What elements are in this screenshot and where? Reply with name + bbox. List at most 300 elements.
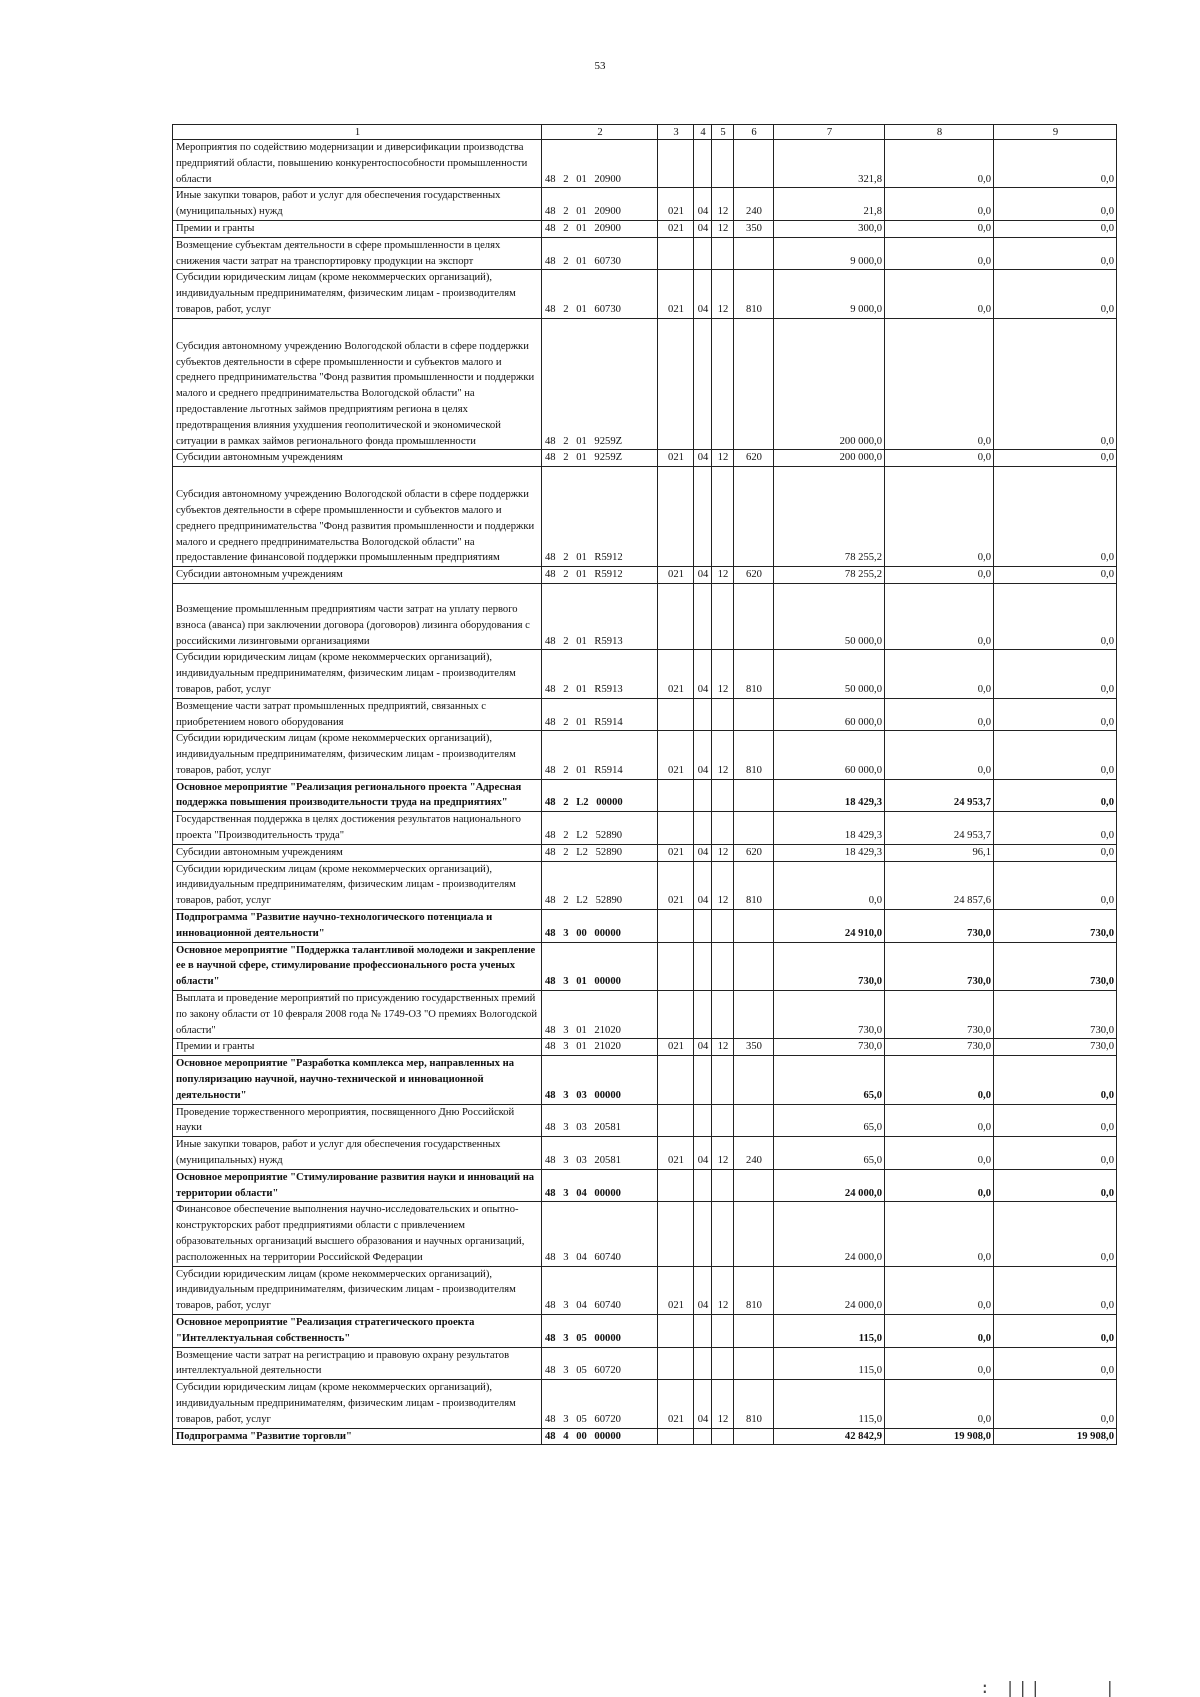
row-code6-cell (734, 910, 774, 943)
row-code5-cell (712, 1347, 734, 1380)
row-code6-cell (734, 467, 774, 567)
row-name-cell: Субсидии юридическим лицам (кроме некоммерческих организаций), индивидуальным предпринимателям, физическим лицам - производителям товаров, работ, услуг (173, 731, 542, 779)
row-amount2-cell: 19 908,0 (885, 1428, 994, 1445)
row-code5-cell (712, 812, 734, 845)
row-amount2-cell: 0,0 (885, 450, 994, 467)
row-name-cell: Субсидии юридическим лицам (кроме некоммерческих организаций), индивидуальным предпринимателям, физическим лицам - производителям товаров, работ, услуг (173, 650, 542, 698)
row-code5-cell: 12 (712, 1266, 734, 1314)
row-code4-cell: 04 (694, 1137, 712, 1170)
row-amount2-cell: 0,0 (885, 188, 994, 221)
row-code5-cell (712, 1202, 734, 1266)
page-number: 53 (594, 60, 606, 72)
row-code4-cell (694, 1104, 712, 1137)
table-row (173, 467, 1117, 567)
row-name-cell: Иные закупки товаров, работ и услуг для обеспечения государственных (муниципальных) нужд (173, 1137, 542, 1170)
row-code3-cell (658, 812, 694, 845)
row-name-cell: Иные закупки товаров, работ и услуг для обеспечения государственных (муниципальных) нужд (173, 188, 542, 221)
row-code-cell: 48 2 01 R5914 (542, 698, 658, 731)
row-amount2-cell: 0,0 (885, 1314, 994, 1347)
row-name-cell: Премии и гранты (173, 1039, 542, 1056)
row-code6-cell: 810 (734, 270, 774, 318)
row-code5-cell: 12 (712, 567, 734, 584)
row-amount3-cell: 0,0 (994, 140, 1117, 188)
row-code5-cell (712, 237, 734, 270)
budget-table (172, 124, 1117, 1445)
row-code4-cell: 04 (694, 1380, 712, 1428)
row-amount1-cell: 18 429,3 (774, 779, 885, 812)
row-amount3-cell: 0,0 (994, 318, 1117, 450)
row-code-cell: 48 3 01 21020 (542, 1039, 658, 1056)
row-amount1-cell: 115,0 (774, 1314, 885, 1347)
row-code-cell: 48 3 01 00000 (542, 942, 658, 990)
row-amount1-cell: 65,0 (774, 1104, 885, 1137)
row-amount1-cell: 42 842,9 (774, 1428, 885, 1445)
row-code3-cell: 021 (658, 1137, 694, 1170)
row-code6-cell (734, 1056, 774, 1104)
row-code6-cell: 620 (734, 567, 774, 584)
row-amount3-cell: 0,0 (994, 698, 1117, 731)
row-amount1-cell: 60 000,0 (774, 698, 885, 731)
row-amount2-cell: 730,0 (885, 991, 994, 1039)
row-code-cell: 48 3 05 00000 (542, 1314, 658, 1347)
row-amount1-cell: 65,0 (774, 1137, 885, 1170)
row-code-cell: 48 2 01 R5912 (542, 467, 658, 567)
row-name-cell: Возмещение части затрат на регистрацию и правовую охрану результатов интеллектуальной деятельности (173, 1347, 542, 1380)
row-amount3-cell: 0,0 (994, 1169, 1117, 1202)
row-amount1-cell: 50 000,0 (774, 583, 885, 649)
row-amount1-cell: 300,0 (774, 220, 885, 237)
table-row (173, 698, 1117, 731)
row-amount1-cell: 78 255,2 (774, 467, 885, 567)
row-code4-cell: 04 (694, 844, 712, 861)
row-amount2-cell: 0,0 (885, 467, 994, 567)
row-name-cell: Субсидия автономному учреждению Вологодской области в сфере поддержки субъектов деятельности в сфере промышленности и субъектов малого и среднего предпринимательства "Фонд развития промышленности и поддержки малого и среднего предпринимательства Вологодской области" на предоставление финансовой поддержки промышленным предприятиям (173, 467, 542, 567)
row-code4-cell: 04 (694, 270, 712, 318)
row-code4-cell (694, 1169, 712, 1202)
row-code5-cell: 12 (712, 1137, 734, 1170)
row-name-cell: Основное мероприятие "Разработка комплекса мер, направленных на популяризацию научной, научно-технической и инновационной деятельности" (173, 1056, 542, 1104)
row-code5-cell (712, 467, 734, 567)
row-code3-cell (658, 467, 694, 567)
row-code3-cell: 021 (658, 1039, 694, 1056)
row-code4-cell: 04 (694, 450, 712, 467)
row-code6-cell: 350 (734, 220, 774, 237)
row-code4-cell (694, 991, 712, 1039)
table-row (173, 910, 1117, 943)
row-code4-cell: 04 (694, 1039, 712, 1056)
row-code5-cell: 12 (712, 220, 734, 237)
row-code3-cell: 021 (658, 731, 694, 779)
row-code6-cell (734, 237, 774, 270)
row-code3-cell (658, 140, 694, 188)
row-amount1-cell: 24 000,0 (774, 1169, 885, 1202)
row-code3-cell: 021 (658, 270, 694, 318)
row-amount3-cell: 0,0 (994, 467, 1117, 567)
row-amount1-cell: 65,0 (774, 1056, 885, 1104)
row-amount2-cell: 0,0 (885, 583, 994, 649)
row-name-cell: Субсидии юридическим лицам (кроме некоммерческих организаций), индивидуальным предпринимателям, физическим лицам - производителям товаров, работ, услуг (173, 1380, 542, 1428)
row-code3-cell (658, 942, 694, 990)
row-code-cell: 48 2 L2 52890 (542, 861, 658, 909)
table-row (173, 318, 1117, 450)
row-name-cell: Проведение торжественного мероприятия, посвященного Дню Российской науки (173, 1104, 542, 1137)
row-name-cell: Субсидии автономным учреждениям (173, 567, 542, 584)
row-amount2-cell: 0,0 (885, 220, 994, 237)
scan-mark: : ||| (980, 1678, 1044, 1697)
table-row (173, 650, 1117, 698)
row-code-cell: 48 2 01 9259Z (542, 450, 658, 467)
table-row (173, 1347, 1117, 1380)
row-code4-cell (694, 237, 712, 270)
row-amount3-cell: 0,0 (994, 812, 1117, 845)
row-code3-cell: 021 (658, 1380, 694, 1428)
row-code5-cell (712, 1056, 734, 1104)
row-amount1-cell: 24 910,0 (774, 910, 885, 943)
row-name-cell: Возмещение субъектам деятельности в сфере промышленности в целях снижения части затрат на транспортировку продукции на экспорт (173, 237, 542, 270)
table-row (173, 991, 1117, 1039)
row-code3-cell: 021 (658, 844, 694, 861)
table-row (173, 567, 1117, 584)
row-amount2-cell: 0,0 (885, 237, 994, 270)
table-row (173, 237, 1117, 270)
row-amount2-cell: 24 953,7 (885, 779, 994, 812)
row-code6-cell (734, 779, 774, 812)
table-row (173, 1056, 1117, 1104)
row-code6-cell (734, 1347, 774, 1380)
table-row (173, 140, 1117, 188)
row-amount3-cell: 0,0 (994, 1380, 1117, 1428)
row-amount1-cell: 0,0 (774, 861, 885, 909)
row-name-cell: Основное мероприятие "Поддержка талантливой молодежи и закрепление ее в научной сфере, стимулирование профессионального роста ученых области" (173, 942, 542, 990)
row-amount2-cell: 0,0 (885, 1202, 994, 1266)
row-code6-cell: 240 (734, 188, 774, 221)
row-amount3-cell: 0,0 (994, 1104, 1117, 1137)
row-code-cell: 48 3 05 60720 (542, 1347, 658, 1380)
table-row (173, 1428, 1117, 1445)
row-amount2-cell: 730,0 (885, 910, 994, 943)
header-cell: 8 (885, 125, 994, 140)
row-code-cell: 48 3 01 21020 (542, 991, 658, 1039)
row-amount3-cell: 0,0 (994, 237, 1117, 270)
row-amount3-cell: 730,0 (994, 991, 1117, 1039)
row-code3-cell: 021 (658, 650, 694, 698)
row-code5-cell: 12 (712, 731, 734, 779)
row-code4-cell (694, 910, 712, 943)
row-code-cell: 48 2 01 60730 (542, 237, 658, 270)
row-amount1-cell: 730,0 (774, 991, 885, 1039)
row-code6-cell (734, 1428, 774, 1445)
row-amount1-cell: 50 000,0 (774, 650, 885, 698)
row-code-cell: 48 2 01 R5912 (542, 567, 658, 584)
row-amount3-cell: 730,0 (994, 942, 1117, 990)
row-code5-cell: 12 (712, 650, 734, 698)
row-name-cell: Основное мероприятие "Стимулирование развития науки и инноваций на территории области" (173, 1169, 542, 1202)
row-amount3-cell: 0,0 (994, 779, 1117, 812)
row-code6-cell: 810 (734, 650, 774, 698)
header-cell: 9 (994, 125, 1117, 140)
row-code6-cell (734, 1202, 774, 1266)
row-code6-cell: 240 (734, 1137, 774, 1170)
row-code-cell: 48 2 01 R5914 (542, 731, 658, 779)
row-code-cell: 48 2 01 60730 (542, 270, 658, 318)
row-code6-cell: 620 (734, 450, 774, 467)
row-code-cell: 48 2 01 9259Z (542, 318, 658, 450)
table-row (173, 861, 1117, 909)
row-code3-cell (658, 698, 694, 731)
header-row (173, 125, 1117, 140)
row-code6-cell (734, 698, 774, 731)
row-amount1-cell: 18 429,3 (774, 844, 885, 861)
row-code4-cell: 04 (694, 731, 712, 779)
row-amount2-cell: 0,0 (885, 567, 994, 584)
row-amount1-cell: 24 000,0 (774, 1266, 885, 1314)
row-code4-cell (694, 318, 712, 450)
row-code4-cell (694, 942, 712, 990)
row-code-cell: 48 2 L2 52890 (542, 844, 658, 861)
row-code-cell: 48 4 00 00000 (542, 1428, 658, 1445)
row-amount3-cell: 0,0 (994, 450, 1117, 467)
row-amount1-cell: 730,0 (774, 942, 885, 990)
table-row (173, 1314, 1117, 1347)
row-amount3-cell: 730,0 (994, 910, 1117, 943)
row-amount1-cell: 200 000,0 (774, 450, 885, 467)
row-name-cell: Выплата и проведение мероприятий по присуждению государственных премий по закону области от 10 февраля 2008 года № 1749-ОЗ "О премиях Вологодской области" (173, 991, 542, 1039)
row-amount2-cell: 0,0 (885, 1347, 994, 1380)
row-amount1-cell: 60 000,0 (774, 731, 885, 779)
row-code6-cell (734, 583, 774, 649)
row-amount3-cell: 0,0 (994, 270, 1117, 318)
row-name-cell: Государственная поддержка в целях достижения результатов национального проекта "Производительность труда" (173, 812, 542, 845)
header-cell: 5 (712, 125, 734, 140)
row-amount1-cell: 9 000,0 (774, 270, 885, 318)
row-code6-cell (734, 942, 774, 990)
row-amount2-cell: 24 953,7 (885, 812, 994, 845)
row-amount3-cell: 0,0 (994, 1056, 1117, 1104)
row-code4-cell: 04 (694, 220, 712, 237)
row-code3-cell (658, 991, 694, 1039)
row-code6-cell (734, 1169, 774, 1202)
row-amount2-cell: 0,0 (885, 1104, 994, 1137)
row-code5-cell: 12 (712, 270, 734, 318)
row-code4-cell (694, 583, 712, 649)
row-code-cell: 48 2 01 20900 (542, 188, 658, 221)
row-code5-cell (712, 698, 734, 731)
table-row (173, 1202, 1117, 1266)
row-amount3-cell: 0,0 (994, 731, 1117, 779)
row-code6-cell (734, 812, 774, 845)
row-code4-cell (694, 1347, 712, 1380)
row-name-cell: Возмещение промышленным предприятиям части затрат на уплату первого взноса (аванса) при заключении договора (договоров) лизинга оборудования с российскими лизинговыми организациями (173, 583, 542, 649)
table-row (173, 1380, 1117, 1428)
row-code3-cell: 021 (658, 1266, 694, 1314)
row-code3-cell (658, 1202, 694, 1266)
row-amount3-cell: 0,0 (994, 1266, 1117, 1314)
table-row (173, 583, 1117, 649)
row-amount1-cell: 200 000,0 (774, 318, 885, 450)
row-code4-cell (694, 140, 712, 188)
row-name-cell: Субсидии автономным учреждениям (173, 844, 542, 861)
header-cell: 7 (774, 125, 885, 140)
row-code5-cell: 12 (712, 1039, 734, 1056)
row-code3-cell (658, 910, 694, 943)
row-code5-cell (712, 1104, 734, 1137)
row-name-cell: Основное мероприятие "Реализация стратегического проекта "Интеллектуальная собственность" (173, 1314, 542, 1347)
row-amount1-cell: 321,8 (774, 140, 885, 188)
header-cell: 3 (658, 125, 694, 140)
row-code3-cell: 021 (658, 567, 694, 584)
row-code6-cell (734, 318, 774, 450)
table-row (173, 942, 1117, 990)
row-code4-cell (694, 1056, 712, 1104)
row-amount1-cell: 730,0 (774, 1039, 885, 1056)
row-code5-cell (712, 140, 734, 188)
row-code3-cell (658, 583, 694, 649)
row-code-cell: 48 2 01 R5913 (542, 650, 658, 698)
row-code6-cell: 350 (734, 1039, 774, 1056)
row-amount1-cell: 115,0 (774, 1380, 885, 1428)
table-row (173, 779, 1117, 812)
row-code5-cell: 12 (712, 1380, 734, 1428)
row-code3-cell (658, 1314, 694, 1347)
row-code4-cell (694, 812, 712, 845)
row-name-cell: Субсидия автономному учреждению Вологодской области в сфере поддержки субъектов деятельности в сфере промышленности и субъектов малого и среднего предпринимательства "Фонд развития промышленности и поддержки малого и среднего предпринимательства Вологодской области" на предоставление льготных займов предприятиям региона в целях предотвращения влияния ухудшения геополитической и экономической ситуации в рамках займов регионального фонда промышленности (173, 318, 542, 450)
row-name-cell: Подпрограмма "Развитие торговли" (173, 1428, 542, 1445)
row-amount3-cell: 0,0 (994, 861, 1117, 909)
row-code3-cell: 021 (658, 450, 694, 467)
row-amount3-cell: 0,0 (994, 1347, 1117, 1380)
table-row (173, 1104, 1117, 1137)
row-code5-cell (712, 318, 734, 450)
row-code5-cell (712, 583, 734, 649)
row-code5-cell: 12 (712, 188, 734, 221)
row-amount2-cell: 0,0 (885, 1169, 994, 1202)
row-code3-cell (658, 1104, 694, 1137)
row-code5-cell (712, 1314, 734, 1347)
table-row (173, 731, 1117, 779)
row-code6-cell (734, 1314, 774, 1347)
row-amount2-cell: 730,0 (885, 942, 994, 990)
table-row (173, 1169, 1117, 1202)
row-amount2-cell: 96,1 (885, 844, 994, 861)
row-code3-cell: 021 (658, 188, 694, 221)
row-code-cell: 48 2 01 R5913 (542, 583, 658, 649)
row-amount2-cell: 0,0 (885, 318, 994, 450)
row-amount2-cell: 0,0 (885, 140, 994, 188)
row-code-cell: 48 3 03 20581 (542, 1137, 658, 1170)
row-code3-cell (658, 779, 694, 812)
table-row (173, 450, 1117, 467)
row-code3-cell (658, 1347, 694, 1380)
row-code5-cell (712, 1428, 734, 1445)
row-amount3-cell: 0,0 (994, 1314, 1117, 1347)
row-name-cell: Финансовое обеспечение выполнения научно-исследовательских и опытно-конструкторских работ предприятиями области с привлечением образовательных организаций высшего образования и научных организаций, расположенных на территории Российской Федерации (173, 1202, 542, 1266)
table-row (173, 1039, 1117, 1056)
row-amount1-cell: 115,0 (774, 1347, 885, 1380)
row-amount2-cell: 0,0 (885, 731, 994, 779)
row-code-cell: 48 3 04 00000 (542, 1169, 658, 1202)
header-cell: 2 (542, 125, 658, 140)
row-name-cell: Возмещение части затрат промышленных предприятий, связанных с приобретением нового оборудования (173, 698, 542, 731)
row-code-cell: 48 2 01 20900 (542, 220, 658, 237)
row-code-cell: 48 2 01 20900 (542, 140, 658, 188)
row-code-cell: 48 3 04 60740 (542, 1266, 658, 1314)
row-code-cell: 48 3 03 20581 (542, 1104, 658, 1137)
row-code3-cell (658, 237, 694, 270)
row-code6-cell (734, 140, 774, 188)
row-code5-cell (712, 910, 734, 943)
row-code-cell: 48 3 03 00000 (542, 1056, 658, 1104)
row-code-cell: 48 2 L2 52890 (542, 812, 658, 845)
row-code5-cell (712, 779, 734, 812)
row-amount1-cell: 18 429,3 (774, 812, 885, 845)
scan-mark: | (1105, 1678, 1118, 1697)
row-amount1-cell: 9 000,0 (774, 237, 885, 270)
row-code3-cell: 021 (658, 220, 694, 237)
row-amount3-cell: 730,0 (994, 1039, 1117, 1056)
row-amount2-cell: 0,0 (885, 1056, 994, 1104)
row-amount3-cell: 0,0 (994, 844, 1117, 861)
row-name-cell: Премии и гранты (173, 220, 542, 237)
row-amount3-cell: 19 908,0 (994, 1428, 1117, 1445)
table-row (173, 220, 1117, 237)
row-name-cell: Субсидии юридическим лицам (кроме некоммерческих организаций), индивидуальным предпринимателям, физическим лицам - производителям товаров, работ, услуг (173, 1266, 542, 1314)
row-amount2-cell: 0,0 (885, 698, 994, 731)
row-amount2-cell: 24 857,6 (885, 861, 994, 909)
row-code6-cell: 810 (734, 1266, 774, 1314)
table-row (173, 844, 1117, 861)
row-amount2-cell: 0,0 (885, 1380, 994, 1428)
row-code6-cell: 620 (734, 844, 774, 861)
row-name-cell: Подпрограмма "Развитие научно-технологического потенциала и инновационной деятельности" (173, 910, 542, 943)
row-amount1-cell: 78 255,2 (774, 567, 885, 584)
header-cell: 6 (734, 125, 774, 140)
row-code4-cell (694, 1314, 712, 1347)
table-row (173, 812, 1117, 845)
row-code5-cell: 12 (712, 861, 734, 909)
row-code3-cell (658, 318, 694, 450)
row-code4-cell: 04 (694, 1266, 712, 1314)
row-code5-cell (712, 991, 734, 1039)
row-code4-cell: 04 (694, 567, 712, 584)
row-code4-cell (694, 1428, 712, 1445)
row-amount2-cell: 0,0 (885, 650, 994, 698)
row-code3-cell (658, 1169, 694, 1202)
row-amount3-cell: 0,0 (994, 188, 1117, 221)
row-amount3-cell: 0,0 (994, 220, 1117, 237)
row-code6-cell: 810 (734, 861, 774, 909)
row-amount3-cell: 0,0 (994, 650, 1117, 698)
row-name-cell: Мероприятия по содействию модернизации и диверсификации производства предприятий области, повышению конкурентоспособности промышленности области (173, 140, 542, 188)
table-row (173, 270, 1117, 318)
row-name-cell: Субсидии автономным учреждениям (173, 450, 542, 467)
row-code4-cell (694, 467, 712, 567)
row-code4-cell (694, 779, 712, 812)
row-code-cell: 48 3 05 60720 (542, 1380, 658, 1428)
row-name-cell: Основное мероприятие "Реализация регионального проекта "Адресная поддержка повышения производительности труда на предприятиях" (173, 779, 542, 812)
row-code3-cell: 021 (658, 861, 694, 909)
row-amount3-cell: 0,0 (994, 1202, 1117, 1266)
row-amount1-cell: 21,8 (774, 188, 885, 221)
row-code5-cell: 12 (712, 844, 734, 861)
row-code4-cell: 04 (694, 650, 712, 698)
header-cell: 1 (173, 125, 542, 140)
row-code6-cell: 810 (734, 731, 774, 779)
row-code4-cell (694, 698, 712, 731)
row-amount3-cell: 0,0 (994, 583, 1117, 649)
row-amount2-cell: 730,0 (885, 1039, 994, 1056)
row-code3-cell (658, 1428, 694, 1445)
row-code6-cell (734, 1104, 774, 1137)
